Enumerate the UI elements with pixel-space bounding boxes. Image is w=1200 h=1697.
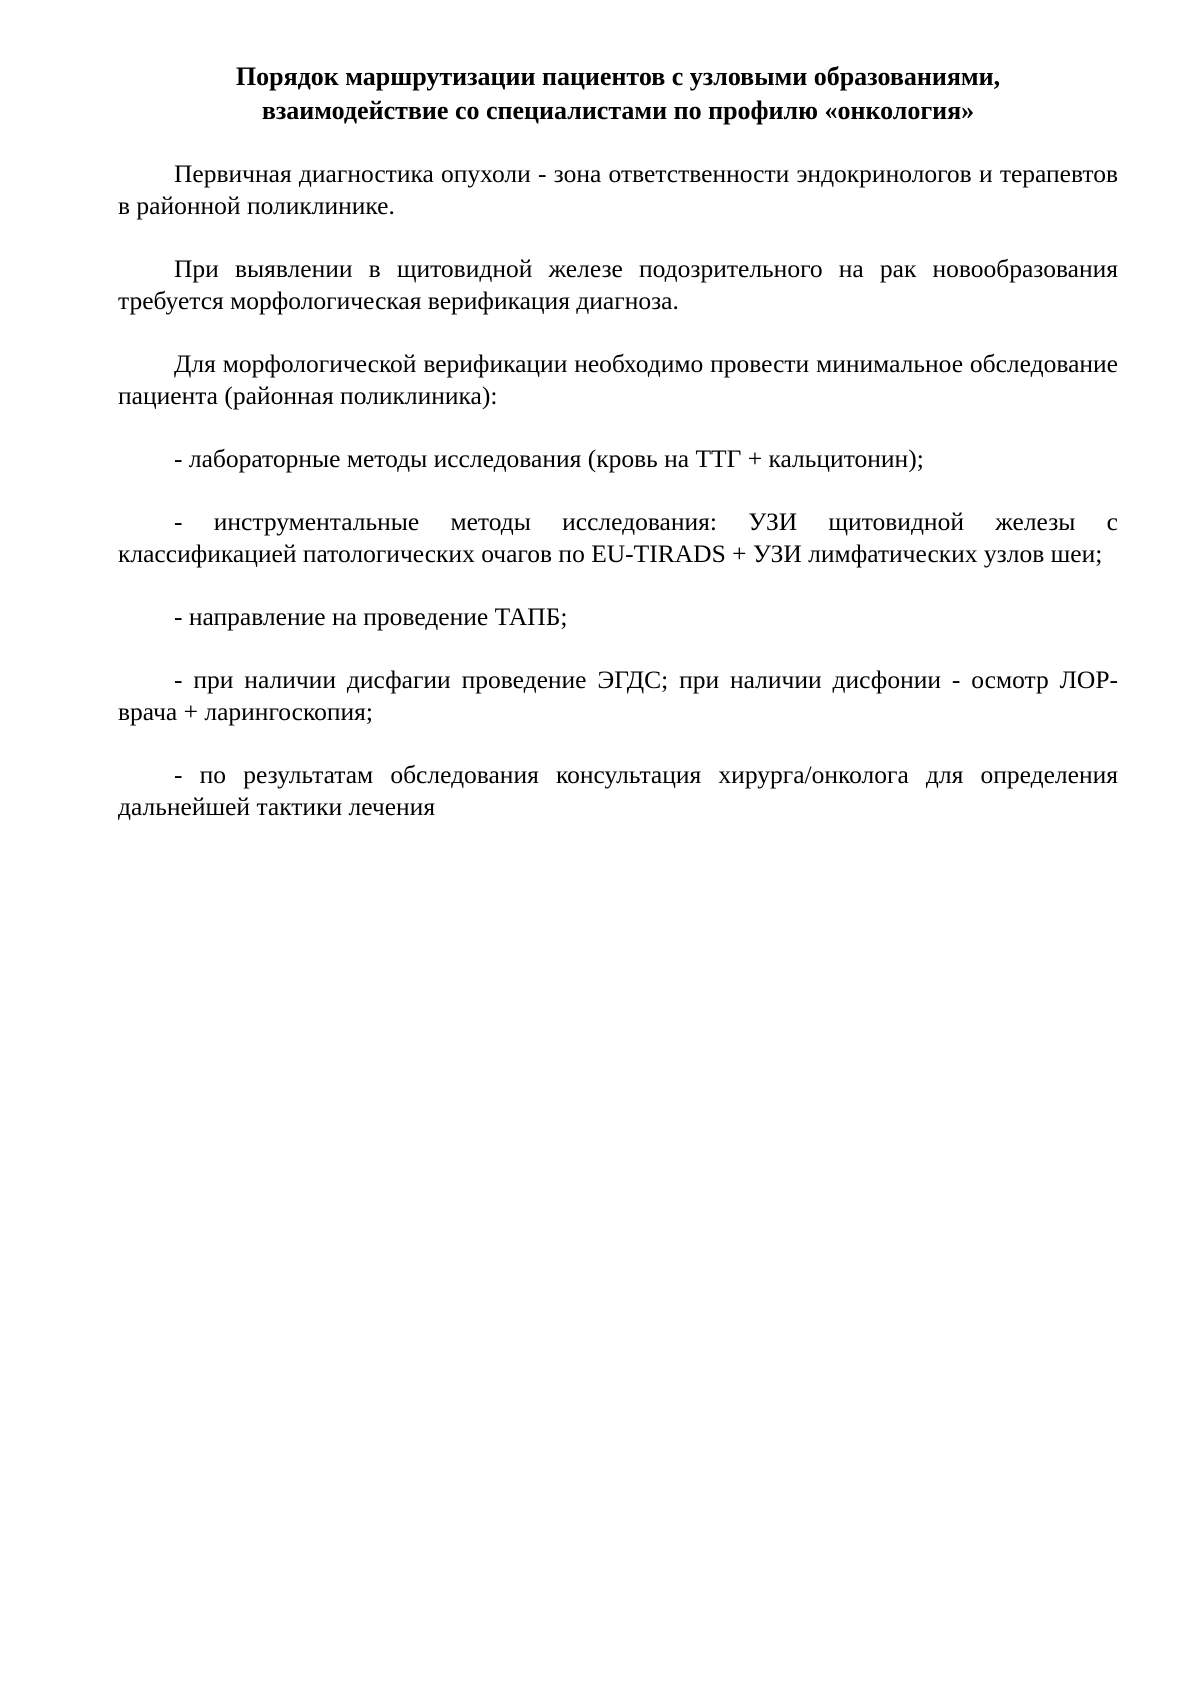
list-item-fnab-referral: - направление на проведение ТАПБ; [174, 602, 568, 631]
list-item-laboratory-methods: - лабораторные методы исследования (кровь на ТТГ + кальцитонин); [174, 444, 924, 473]
title-line-2: взаимодействие со специалистами по профилю «онкология» [261, 96, 975, 125]
document-body [118, 60, 1118, 854]
title-line-1: Порядок маршрутизации пациентов с узловыми образованиями, [235, 62, 1001, 91]
paragraph-minimal-examination: Для морфологической верификации необходимо провести минимальное обследование пациента (районная поликлиника): [118, 349, 1118, 410]
list-item-consultation: - по результатам обследования консультация хирурга/онколога для определения дальнейшей тактики лечения [118, 760, 1118, 821]
paragraph-primary-diagnostics: Первичная диагностика опухоли - зона ответственности эндокринологов и терапевтов в районной поликлинике. [118, 159, 1118, 220]
list-item-instrumental-methods: - инструментальные методы исследования: УЗИ щитовидной железы с классификацией патологических очагов по EU-TIRADS + УЗИ лимфатических узлов шеи; [118, 507, 1118, 568]
document-title [118, 60, 1118, 128]
list-item-dysphagia-dysphonia: - при наличии дисфагии проведение ЭГДС; при наличии дисфонии - осмотр ЛОР-врача + ларингоскопия; [118, 665, 1118, 726]
paragraph-morphological-verification: При выявлении в щитовидной железе подозрительного на рак новообразования требуется морфологическая верификация диагноза. [118, 254, 1118, 315]
